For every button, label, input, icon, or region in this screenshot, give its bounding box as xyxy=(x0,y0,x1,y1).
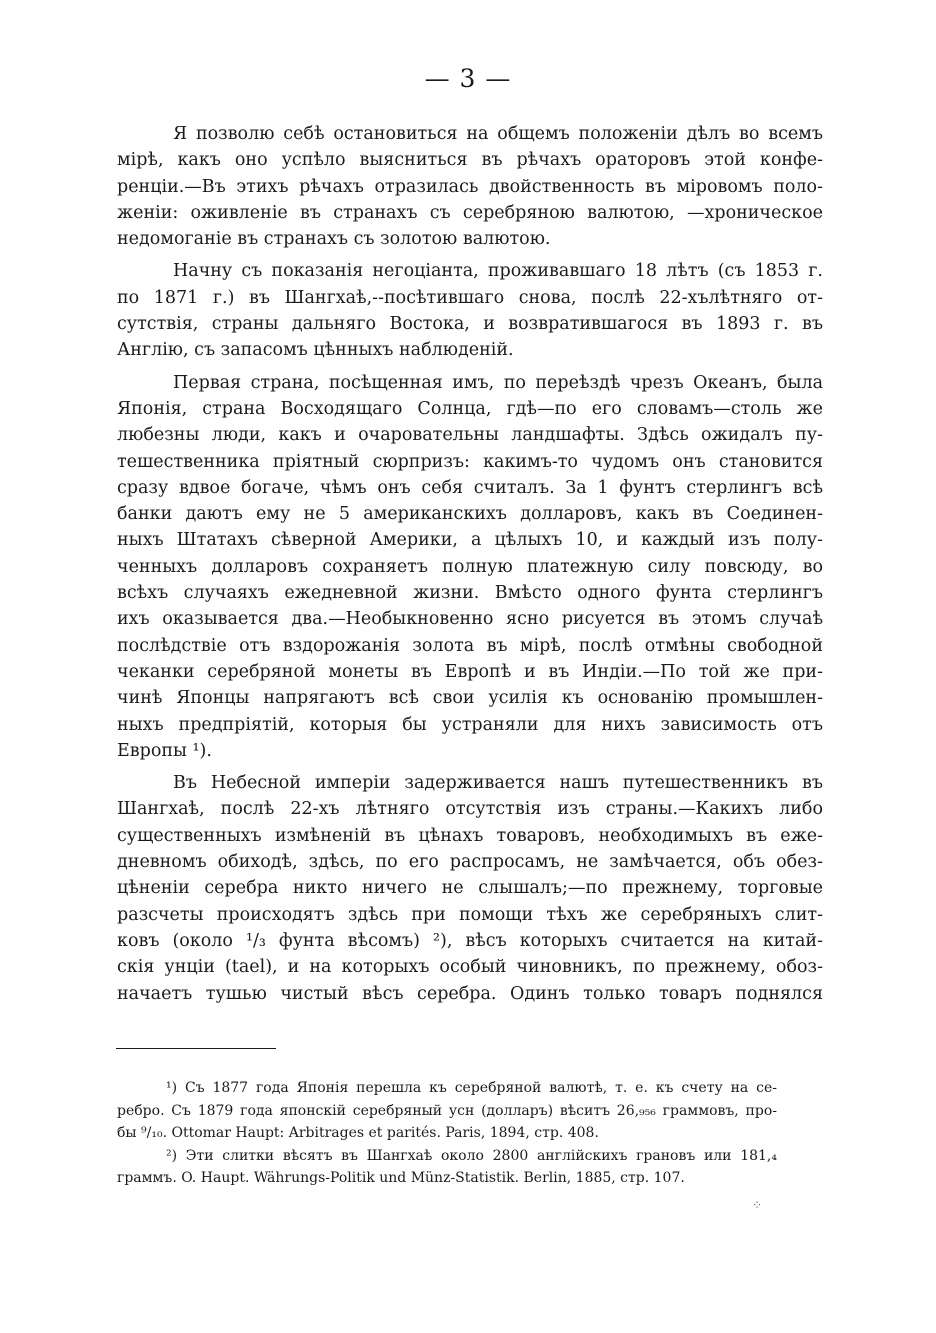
text-line: Японія, страна Восходящаго Солнца, гдѣ—по его словамъ—столь же xyxy=(117,398,823,419)
text-line: Начну съ показанія негоціанта, проживавшаго 18 лѣтъ (съ 1853 г. xyxy=(173,261,823,282)
text-line: по 1871 г.) въ Шангхаѣ,--посѣтившаго снова, послѣ 22-хълѣтняго от- xyxy=(117,287,823,308)
text-line: Европы ¹). xyxy=(117,740,212,761)
footnote-line: бы ⁹/₁₀. Ottomar Haupt: Arbitrages et parités. Paris, 1894, стр. 408. xyxy=(117,1125,599,1141)
footnote-line: граммъ. O. Haupt. Währungs-Politik und Münz-Statistik. Berlin, 1885, стр. 107. xyxy=(117,1170,685,1186)
footnote-line: ребро. Съ 1879 года японскій серебряный усн (долларъ) вѣситъ 26,₉₅₆ граммовъ, про- xyxy=(117,1102,777,1119)
text-line: послѣдствіе отъ вздорожанія золота въ мірѣ, послѣ отмѣны свободной xyxy=(117,635,823,656)
paragraph-1 xyxy=(117,121,823,252)
footnote-divider xyxy=(116,1048,276,1049)
text-line: банки даютъ ему не 5 американскихъ долларовъ, какъ въ Соединен- xyxy=(117,504,823,525)
printer-mark: ⁘ xyxy=(752,1198,763,1212)
text-line: мірѣ, какъ оно успѣло выясниться въ рѣчахъ ораторовъ этой конфе- xyxy=(117,150,823,171)
body-text xyxy=(117,121,823,1013)
text-line: Въ Небесной имперіи задерживается нашъ путешественникъ въ xyxy=(173,773,823,794)
text-line: ихъ оказывается два.—Необыкновенно ясно рисуется въ этомъ случаѣ xyxy=(117,609,823,630)
paragraph-2 xyxy=(117,258,823,363)
footnote-line: ²) Эти слитки вѣсятъ въ Шангхаѣ около 2800 англійскихъ грановъ или 181,₄ xyxy=(166,1147,777,1164)
text-line: Первая страна, посѣщенная имъ, по переѣздѣ чрезъ Океанъ, была xyxy=(173,372,823,393)
text-line: любезны люди, какъ и очаровательны ландшафты. Здѣсь ожидалъ пу- xyxy=(117,425,823,446)
text-line: ченныхъ долларовъ сохраняетъ полную платежную силу повсюду, во xyxy=(117,556,823,577)
text-line: чеканки серебряной монеты въ Европѣ и въ Индіи.—По той же при- xyxy=(117,661,823,682)
paragraph-3 xyxy=(117,370,823,764)
text-line: Шангхаѣ, послѣ 22-хъ лѣтняго отсутствія изъ страны.—Какихъ либо xyxy=(117,799,823,820)
footnote-2 xyxy=(117,1145,777,1190)
footnote-line: ¹) Съ 1877 года Японія перешла къ серебряной валютѣ, т. е. къ счету на се- xyxy=(166,1080,777,1096)
paragraph-4 xyxy=(117,770,823,1007)
text-line: разсчеты происходятъ здѣсь при помощи тѣхъ же серебряныхъ слит- xyxy=(117,904,823,925)
text-line: всѣхъ случаяхъ ежедневной жизни. Вмѣсто одного фунта стерлингъ xyxy=(117,583,823,604)
text-line: ренціи.—Въ этихъ рѣчахъ отразилась двойственность въ міровомъ поло- xyxy=(117,176,823,197)
text-line: цѣненіи серебра никто ничего не слышалъ;—по прежнему, торговые xyxy=(117,878,823,899)
text-line: сразу вдвое богаче, чѣмъ онъ себя считалъ. За 1 фунтъ стерлингъ всѣ xyxy=(117,477,823,498)
text-line: сутствія, страны дальняго Востока, и возвратившагося въ 1893 г. въ xyxy=(117,314,823,335)
text-line: недомоганіе въ странахъ съ золотою валютою. xyxy=(117,229,551,250)
text-line: Англію, съ запасомъ цѣнныхъ наблюденій. xyxy=(117,340,514,361)
text-line: скія унціи (tael), и на которыхъ особый чиновникъ, по прежнему, обоз- xyxy=(117,957,823,978)
text-line: тешественника пріятный сюрпризъ: какимъ-то чудомъ онъ становится xyxy=(117,451,823,472)
text-line: Я позволю себѣ остановиться на общемъ положеніи дѣлъ во всемъ xyxy=(173,124,823,144)
text-line: чинѣ Японцы напрягаютъ всѣ свои усилія къ основанію промышлен- xyxy=(117,688,823,709)
text-line: дневномъ обиходѣ, здѣсь, по его распросамъ, не замѣчается, объ обез- xyxy=(117,852,823,873)
text-line: ныхъ Штатахъ сѣверной Америки, а цѣлыхъ 10, и каждый изъ полу- xyxy=(117,530,823,551)
text-line: существенныхъ измѣненій въ цѣнахъ товаровъ, необходимыхъ въ еже- xyxy=(117,825,823,846)
text-line: ковъ (около ¹/₃ фунта вѣсомъ) ²), вѣсъ которыхъ считается на китай- xyxy=(117,930,823,951)
text-line: ныхъ предпріятій, которыя бы устраняли для нихъ зависимость отъ xyxy=(117,714,823,735)
footnotes xyxy=(117,1077,777,1190)
page-number: — 3 — xyxy=(424,64,512,93)
text-line: женіи: оживленіе въ странахъ съ серебряною валютою, —хроническое xyxy=(117,202,823,223)
text-line: начаетъ тушью чистый вѣсъ серебра. Одинъ только товаръ поднялся xyxy=(117,983,823,1004)
footnote-1 xyxy=(117,1077,777,1145)
